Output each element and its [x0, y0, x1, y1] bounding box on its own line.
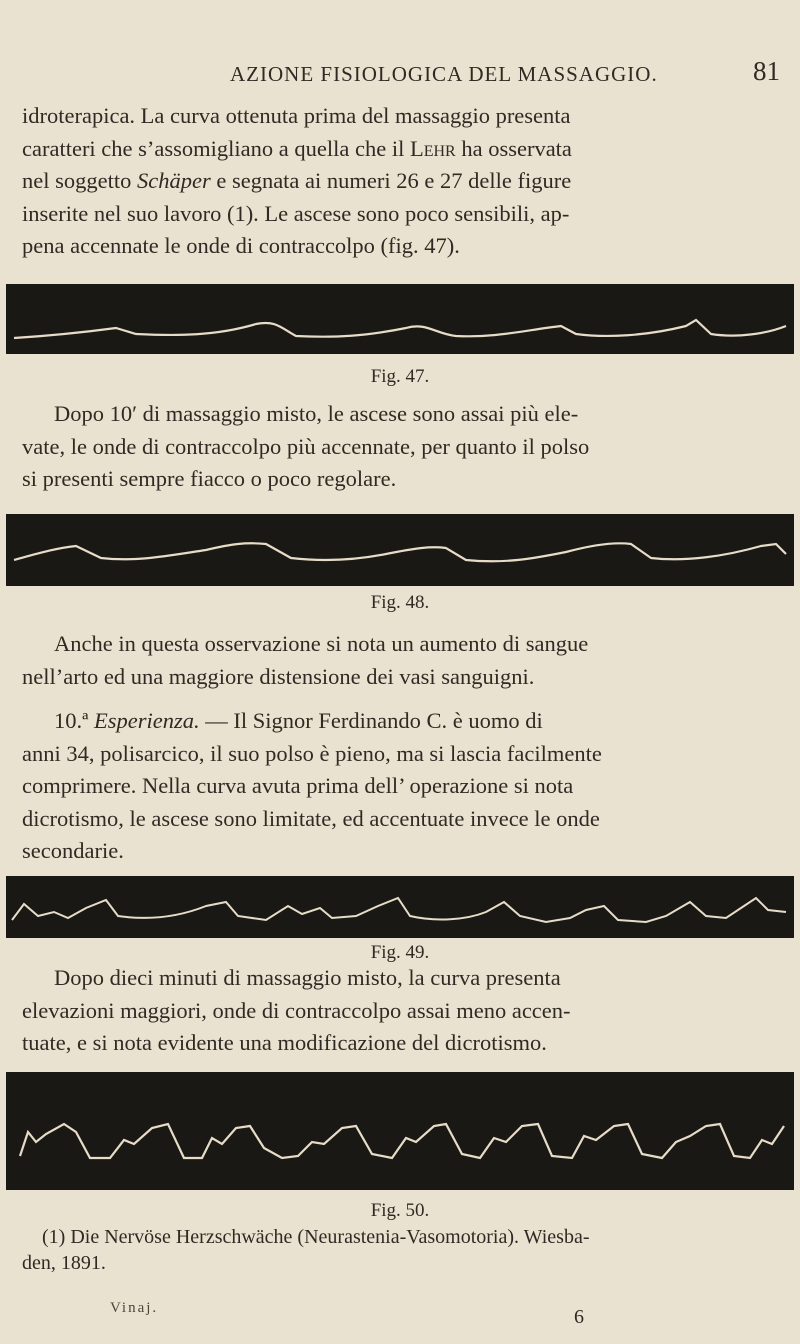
text-line: idroterapica. La curva ottenuta prima del massaggio presenta [22, 103, 571, 128]
trace-line [14, 543, 786, 561]
text-line: nell’arto ed una maggiore distensione dei vasi sanguigni. [22, 663, 535, 689]
text-fragment: caratteri che s’assomigliano a quella che il [22, 135, 410, 161]
page-number: 81 [753, 56, 780, 86]
pulse-trace-50 [6, 1072, 794, 1190]
footnote-line: (1) Die Nervöse Herzschwäche (Neurastenia-Vasomotoria). Wiesba- [42, 1226, 590, 1248]
pulse-trace-48 [6, 514, 794, 586]
paragraph-2 [22, 398, 784, 496]
paragraph-1 [22, 100, 784, 263]
figure-caption: Fig. 48. [370, 592, 430, 613]
author-name-lehr: Lehr [409, 135, 456, 161]
text-line: anni 34, polisarcico, il suo polso è pieno, ma si lascia facilmente [22, 740, 602, 766]
text-fragment: — Il Signor Ferdinando C. è uomo di [199, 708, 543, 733]
text-line [22, 165, 784, 198]
text-fragment: e segnata ai numeri 26 e 27 delle figure [210, 168, 572, 193]
text-line: secondarie. [22, 838, 124, 863]
pulse-trace-svg [6, 514, 794, 586]
subject-name-schaper: Schäper [136, 168, 211, 193]
figure-48 [6, 500, 794, 618]
text-line: dicrotismo, le ascese sono limitate, ed accentuate invece le onde [22, 805, 600, 831]
pulse-trace-49 [6, 876, 794, 938]
paragraph-4 [22, 705, 784, 868]
text-line: Dopo 10′ di massaggio misto, le ascese sono assai più ele- [54, 401, 579, 426]
trace-line [20, 1124, 784, 1158]
text-line: pena accennate le onde di contraccolpo (fig. 47). [22, 233, 460, 258]
paragraph-5 [22, 962, 784, 1060]
figure-caption: Fig. 49. [370, 942, 430, 963]
pulse-trace-svg [6, 284, 794, 354]
trace-line [12, 898, 786, 922]
experiment-label: Esperienza. [93, 708, 200, 733]
figure-caption: Fig. 47. [370, 366, 430, 387]
figure-47 [6, 268, 794, 390]
text-line [22, 133, 784, 166]
figure-50 [6, 1068, 794, 1221]
running-head [0, 56, 800, 92]
figure-caption: Fig. 50. [370, 1200, 430, 1221]
running-title: AZIONE FISIOLOGICA DEL MASSAGGIO. [230, 62, 658, 86]
paragraph-3 [22, 628, 784, 693]
text-line: Dopo dieci minuti di massaggio misto, la curva presenta [54, 965, 561, 990]
sheet-number: 6 [574, 1306, 584, 1328]
experiment-number: 10.ª [54, 708, 94, 733]
text-line: comprimere. Nella curva avuta prima dell’ operazione si nota [22, 773, 574, 798]
text-fragment: nel soggetto [22, 168, 137, 193]
text-line: tuate, e si nota evidente una modificazione del dicrotismo. [22, 1030, 547, 1055]
text-line: elevazioni maggiori, onde di contraccolpo assai meno accen- [22, 997, 571, 1023]
pulse-trace-svg [6, 876, 794, 938]
text-line: si presenti sempre fiacco o poco regolare. [22, 466, 397, 491]
footnote [22, 1224, 784, 1276]
text-fragment: ha osservata [455, 135, 572, 161]
figure-49 [6, 868, 794, 968]
trace-line [14, 320, 786, 338]
text-line [22, 705, 784, 738]
text-line: Anche in questa osservazione si nota un aumento di sangue [54, 631, 589, 656]
text-line: vate, le onde di contraccolpo più accennate, per quanto il polso [22, 433, 590, 459]
footnote-line: den, 1891. [22, 1252, 106, 1274]
text-line: inserite nel suo lavoro (1). Le ascese sono poco sensibili, ap- [22, 200, 570, 226]
printer-signature: Vinaj. [110, 1300, 159, 1316]
pulse-trace-47 [6, 284, 794, 354]
pulse-trace-svg [6, 1072, 794, 1190]
